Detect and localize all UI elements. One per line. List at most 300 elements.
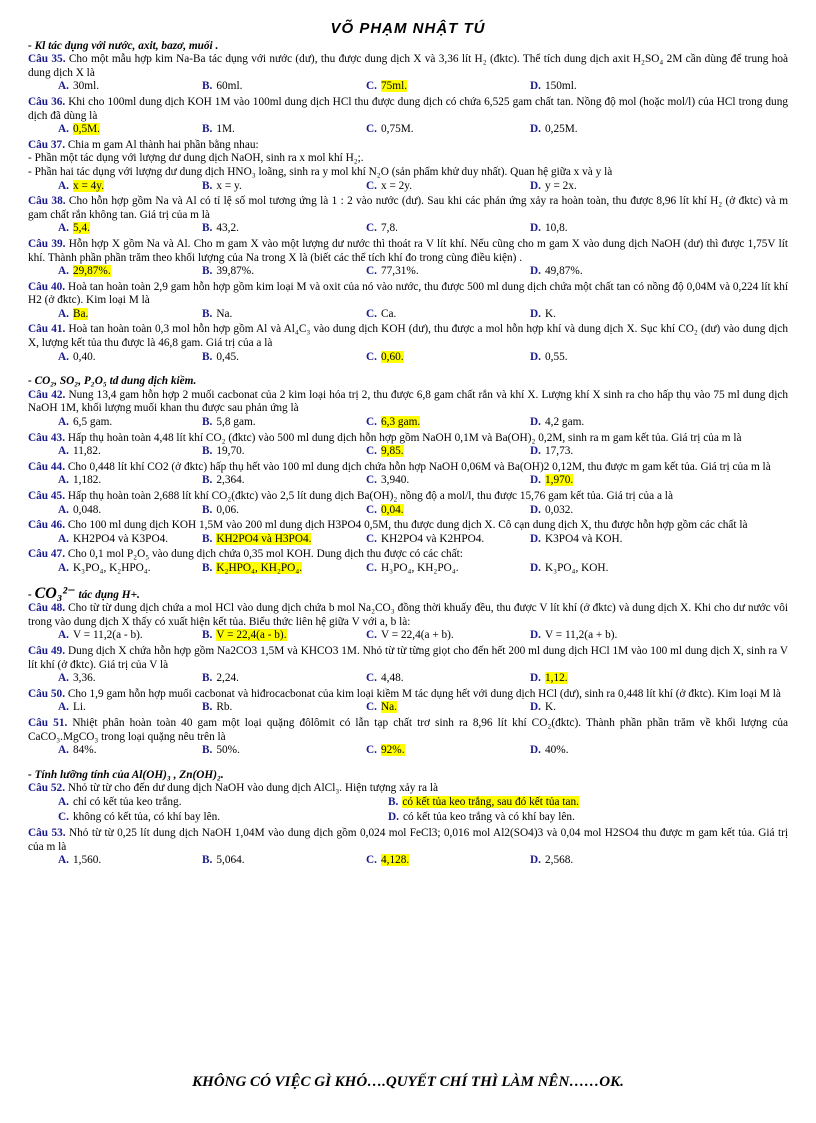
question-number: Câu 35. [28,53,69,66]
option-letter: C. [366,701,377,714]
answer-option-b[interactable] [202,672,366,686]
question-39 [28,238,788,265]
answer-option-b[interactable] [202,445,366,459]
answer-option-d[interactable] [530,474,694,488]
question-number: Câu 51. [28,716,73,729]
option-text: 0,40. [72,350,96,363]
answer-option-c[interactable] [366,123,530,137]
option-letter: A. [58,672,69,685]
question-text: Nhỏ từ từ 0,25 lít dung dịch NaOH 1,04M vào dung dịch gồm 0,024 mol FeCl3; 0,016 mol Al2(SO4)3 và 0,04 mol H2SO4 thu được m gam kết tủa. Giá trị của m là [28,827,789,853]
question-text: Hoà tan hoàn toàn 2,9 gam hỗn hợp gồm kim loại M và oxit của nó vào nước, thu được 500 ml dung dịch chứa một chất tan có nồng độ 0,04M và 0,224 lít khí H2 (ở đktc). Kim loại M là [28,280,789,307]
answer-options [28,629,788,643]
answer-option-c[interactable] [366,474,530,488]
question-48 [28,602,788,629]
answer-options [28,796,788,810]
answer-option-c[interactable] [366,445,530,459]
option-text: 39,87%. [216,265,255,278]
question-text: Hấp thụ hoàn toàn 4,48 lít khí CO₂ (đktc) vào 500 ml dung dịch hỗn hợp gồm NaOH 0,1M và Ba(OH)₂ 0,2M, sinh ra m gam kết tủa. Giá trị của m là [67,431,742,444]
answer-option-b[interactable] [202,533,366,547]
option-letter: A. [58,80,69,93]
answer-option-a[interactable] [28,416,202,430]
answer-option-b[interactable] [202,504,366,518]
question-42 [28,389,788,416]
option-text: 0,048. [72,503,102,516]
option-text: x = y. [216,179,242,192]
option-text: 5,8 gam. [216,416,256,429]
answer-option-d[interactable] [530,308,694,322]
option-text: 4,128. [380,854,410,867]
answer-option-d[interactable] [530,416,694,430]
option-text: H₃PO₄, KH₂PO₄. [380,561,459,574]
answer-option-a[interactable] [28,222,202,236]
question-number: Câu 47. [28,548,68,561]
option-letter: C. [366,179,377,192]
option-letter: A. [58,222,69,235]
option-letter: B. [202,445,213,458]
option-text: 0,45. [216,350,239,363]
option-text: KH2PO4 và K3PO4. [72,532,169,545]
answer-options [28,416,788,430]
section-heading-amphoteric: - Tính lưỡng tính của Al(OH)₃ , Zn(OH)₂. [28,768,224,781]
option-text: có kết tủa keo trắng, sau đó kết tủa tan. [402,795,579,808]
option-text: có kết tủa keo trắng và có khí bay lên. [402,811,575,824]
option-text: 5,064. [216,854,245,867]
section-heading-acid-oxides: - CO₂, SO₂, P₂O₅ td dung dịch kiềm. [28,375,197,388]
option-letter: A. [58,629,69,642]
answer-option-a[interactable] [28,562,202,576]
answer-option-b[interactable] [202,80,366,94]
option-letter: C. [366,80,377,93]
option-text: K₃PO₄, KOH. [544,561,609,574]
question-number: Câu 43. [28,431,68,444]
option-letter: D. [530,416,541,429]
option-text: 0,032. [544,503,574,516]
option-letter: D. [530,265,541,278]
answer-option-b[interactable] [202,265,366,279]
answer-option-a[interactable] [28,123,202,137]
option-letter: B. [202,416,213,429]
answer-option-c[interactable] [366,80,530,94]
question-41 [28,323,788,350]
option-text: 1,970. [544,474,574,487]
question-text: Cho hỗn hợp gồm Na và Al có tỉ lệ số mol tương ứng là 1 : 2 vào nước (dư). Sau khi các phản ứng xảy ra hoàn toàn, thu được 8,96 lít khí H₂ (ở đktc) và m gam chất rắn không tan. Giá trị của m là [28,195,788,221]
option-text: 2,568. [544,854,574,867]
question-text: Cho 1,9 gam hỗn hợp muối cacbonat và hiđrocacbonat của kim loại kiềm M tác dụng hết với dung dịch HCl (dư), sinh ra 0,448 lít khí (ở đktc). Kim loại M là [67,687,781,700]
answer-option-d[interactable] [388,811,718,825]
answer-option-d[interactable] [530,562,694,576]
option-letter: C. [366,445,377,458]
answer-option-b[interactable] [202,351,366,365]
answer-option-a[interactable] [28,265,202,279]
question-47 [28,548,788,562]
option-text: 150ml. [544,80,577,93]
answer-option-a[interactable] [28,180,202,194]
answer-option-c[interactable] [366,308,530,322]
question-number: Câu 40. [28,280,69,293]
answer-option-d[interactable] [530,123,694,137]
option-text: K3PO4 và KOH. [544,532,623,545]
section-heading-metals: - Kl tác dụng với nước, axit, bazơ, muối . [28,39,219,52]
answer-option-a[interactable] [28,796,388,810]
question-53 [28,827,788,854]
question-group-4 [28,782,788,868]
option-text: không có kết tủa, có khí bay lên. [72,811,221,824]
option-letter: B. [202,123,213,136]
option-letter: C. [366,474,377,487]
option-letter: B. [202,307,213,320]
answer-option-a[interactable] [28,351,202,365]
option-letter: D. [530,701,541,714]
question-38 [28,195,788,222]
option-text: K. [544,307,556,320]
question-40 [28,281,788,308]
question-number: Câu 48. [28,602,69,615]
answer-option-b[interactable] [202,308,366,322]
answer-options [28,351,788,365]
answer-options [28,562,788,576]
question-number: Câu 45. [28,490,68,502]
option-letter: A. [58,532,69,545]
answer-options [28,474,788,488]
answer-option-b[interactable] [202,222,366,236]
option-text: 3,940. [380,474,410,487]
question-number: Câu 37. [28,138,68,151]
answer-options [28,854,788,868]
option-text: 50%. [216,744,240,757]
option-letter: D. [530,179,541,192]
answer-option-a[interactable] [28,701,202,715]
question-text: Cho 0,1 mol P₂O₅ vào dung dịch chứa 0,35 mol KOH. Dung dịch thu được có các chất: [67,548,463,561]
answer-option-c[interactable] [366,504,530,518]
question-44 [28,461,788,475]
question-51 [28,717,788,744]
option-text: 2,24. [216,672,239,685]
option-letter: B. [202,503,213,516]
option-text: 84%. [72,744,97,757]
option-text: 92%. [380,744,405,757]
option-text: 7,8. [380,222,398,235]
option-letter: B. [388,795,399,808]
option-letter: D. [530,672,541,685]
option-letter: C. [366,416,377,429]
question-50 [28,688,788,702]
answer-option-c[interactable] [366,222,530,236]
question-number: Câu 46. [28,519,68,532]
option-letter: C. [366,532,377,545]
option-text: 0,25M. [544,123,578,136]
option-letter: D. [530,561,541,574]
option-text: 9,85. [380,445,404,458]
answer-option-c[interactable] [366,854,530,868]
option-letter: D. [530,445,541,458]
answer-option-d[interactable] [530,180,694,194]
answer-option-c[interactable] [366,416,530,430]
option-letter: D. [530,744,541,757]
option-text: 2,364. [216,474,245,487]
option-letter: D. [530,222,541,235]
question-number: Câu 44. [28,460,68,473]
option-text: 1,12. [544,672,568,685]
option-text: 3,36. [72,672,96,685]
option-text: 29,87%. [72,265,111,278]
section-heading-carbonate-text: tác dụng H+. [78,588,140,601]
option-text: 0,55. [544,350,568,363]
option-letter: D. [530,854,541,867]
option-letter: C. [366,123,377,136]
option-letter: D. [388,811,399,824]
question-number: Câu 39. [28,237,69,250]
option-letter: D. [530,307,541,320]
answer-options [28,180,788,194]
option-text: x = 2y. [380,179,413,192]
option-text: 0,04. [380,503,404,516]
answer-options [28,308,788,322]
answer-option-c[interactable] [366,744,530,758]
option-text: Rb. [216,701,233,714]
question-text: Hoà tan hoàn toàn 0,3 mol hỗn hợp gồm Al và Al₄C₃ vào dung dịch KOH (dư), thu được a mol hỗn hợp khí và dung dịch X. Sục khí CO₂ (dư) vào dung dịch X, lượng kết tủa thu được là 46,8 gam. Giá trị của a là [28,323,788,350]
option-letter: D. [530,80,541,93]
section-heading-carbonate [28,584,788,603]
question-number: Câu 38. [28,195,69,208]
question-text: Cho 100 ml dung dịch KOH 1,5M vào 200 ml dung dịch H3PO4 0,5M, thu được dung dịch X. Cô cạn dung dịch X, thu được hỗn hợp gồm các chất là [67,519,748,532]
option-letter: B. [202,265,213,278]
question-group-1 [28,53,788,364]
answer-options [28,80,788,94]
option-text: 6,5 gam. [72,416,113,429]
answer-option-a[interactable] [28,474,202,488]
answer-option-b[interactable] [202,180,366,194]
option-letter: C. [366,672,377,685]
option-text: 40%. [544,744,569,757]
option-text: 49,87%. [544,265,583,278]
answer-option-b[interactable] [388,796,718,810]
question-number: Câu 49. [28,644,68,657]
option-letter: B. [202,222,213,235]
option-letter: A. [58,795,69,808]
answer-option-a[interactable] [28,629,202,643]
answer-option-d[interactable] [530,744,694,758]
answer-option-b[interactable] [202,854,366,868]
answer-option-d[interactable] [530,533,694,547]
answer-options [28,672,788,686]
option-letter: A. [58,123,69,136]
option-letter: C. [366,222,377,235]
question-text: Chia m gam Al thành hai phần bằng nhau: - Phần một tác dụng với lượng dư dung dịch NaOH, sinh ra x mol khí H₂;. - Phần hai tác dụng với lượng dư dung dịch HNO₃ loãng, sinh ra y mol khí N₂O (sản phẩm khử duy nhất). Quan hệ giữa x và y là [28,138,613,178]
option-letter: C. [366,503,377,516]
option-letter: C. [366,629,377,642]
question-text: Cho 0,448 lít khí CO2 (ở đktc) hấp thụ hết vào 100 ml dung dịch chứa hỗn hợp NaOH 0,06M và Ba(OH)2 0,12M, thu được m gam kết tủa. Giá trị của m là [67,460,771,473]
question-35 [28,53,788,80]
option-text: chỉ có kết tủa keo trắng. [72,795,182,808]
option-text: 1M. [216,123,235,136]
option-letter: B. [202,474,213,487]
answer-option-d[interactable] [530,445,694,459]
answer-option-c[interactable] [366,351,530,365]
option-text: V = 11,2(a - b). [72,629,143,642]
question-group-2 [28,389,788,576]
option-text: K₃PO₄, K₂HPO₄. [72,561,151,574]
page-title: VÕ PHẠM NHẬT TÚ [330,20,486,37]
option-letter: A. [58,854,69,867]
question-number: Câu 41. [28,323,69,336]
question-group-3 [28,602,788,758]
question-45 [28,490,788,504]
answer-options [28,504,788,518]
answer-option-b[interactable] [202,474,366,488]
answer-option-a[interactable] [28,744,202,758]
option-text: 5,4. [72,222,90,235]
worksheet-page [28,22,788,870]
question-46 [28,519,788,533]
question-43 [28,432,788,446]
option-letter: A. [58,474,69,487]
option-letter: A. [58,179,69,192]
answer-option-a[interactable] [28,308,202,322]
question-37 [28,139,788,180]
option-letter: A. [58,701,69,714]
option-letter: B. [202,672,213,685]
option-letter: D. [530,123,541,136]
option-letter: C. [366,307,377,320]
answer-option-d[interactable] [530,629,694,643]
option-text: 0,75M. [380,123,414,136]
option-letter: C. [366,744,377,757]
answer-option-b[interactable] [202,629,366,643]
answer-option-a[interactable] [28,533,202,547]
question-number: Câu 52. [28,782,68,795]
answer-options [28,811,788,825]
answer-option-a[interactable] [28,854,202,868]
footer-motto: KHÔNG CÓ VIỆC GÌ KHÓ….QUYẾT CHÍ THÌ LÀM NÊN……OK. [192,1074,624,1090]
answer-option-a[interactable] [28,504,202,518]
question-text: Cho từ từ dung dịch chứa a mol HCl vào dung dịch chứa b mol Na₂CO₃ đồng thời khuấy đều, thu được V lít khí (ở đktc) và dung dịch X. Khi cho dư nước vôi trong vào dung dịch X thấy có xuất hiện kết tủa. Biểu thức liên hệ giữa V với a, b là: [28,602,788,628]
question-text: Nung 13,4 gam hỗn hợp 2 muối cacbonat của 2 kim loại hóa trị 2, thu được 6,8 gam chất rắn và khí X. Lượng khí X sinh ra cho hấp thụ vào 75 ml dung dịch NaOH 1M, khối lượng muối khan thu được sau phản ứng là [28,388,789,415]
option-letter: A. [58,307,69,320]
option-letter: B. [202,179,213,192]
answer-option-a[interactable] [28,672,202,686]
option-text: 4,48. [380,672,404,685]
answer-options [28,123,788,137]
option-text: KH2PO4 và K2HPO4. [380,532,485,545]
answer-option-c[interactable] [28,811,388,825]
question-number: Câu 53. [28,827,69,840]
question-text: Nhiệt phân hoàn toàn 40 gam một loại quặng đôlômit có lẫn tạp chất trơ sinh ra 8,96 lít khí CO₂(đktc). Thành phần phần trăm về khối lượng của CaCO₃.MgCO₃ trong loại quặng nêu trên là [28,716,788,743]
option-letter: D. [530,532,541,545]
option-text: 30ml. [72,80,100,93]
option-letter: A. [58,744,69,757]
question-text: Hỗn hợp X gồm Na và Al. Cho m gam X vào một lượng dư nước thì thoát ra V lít khí. Nếu cũng cho m gam X vào dung dịch NaOH (dư) thì được 1,75V lít khí. Thành phần phần trăm theo khối lượng của Na trong X là (biết các thể tích khí đo trong cùng điều kiện) . [28,237,789,264]
answer-option-b[interactable] [202,701,366,715]
option-letter: B. [202,854,213,867]
option-text: 43,2. [216,222,239,235]
option-letter: C. [366,265,377,278]
option-text: 10,8. [544,222,568,235]
option-letter: C. [366,561,377,574]
option-letter: D. [530,474,541,487]
answer-option-c[interactable] [366,672,530,686]
answer-option-d[interactable] [530,701,694,715]
option-letter: C. [366,854,377,867]
answer-option-d[interactable] [530,351,694,365]
option-letter: B. [202,561,213,574]
answer-option-d[interactable] [530,854,694,868]
option-text: KH2PO4 và H3PO4. [216,532,312,545]
option-text: Na. [216,307,233,320]
option-text: 0,60. [380,350,404,363]
option-text: 0,06. [216,503,239,516]
question-number: Câu 50. [28,687,68,700]
option-letter: D. [530,629,541,642]
question-text: Dung dịch X chứa hỗn hợp gồm Na2CO3 1,5M và KHCO3 1M. Nhỏ từ từ từng giọt cho đến hết 200 ml dung dịch HCl 1M vào 100 ml dung dịch X, sinh ra V lít khí (ở đktc). Giá trị của V là [28,644,789,671]
option-letter: A. [58,265,69,278]
option-letter: B. [202,744,213,757]
option-letter: A. [58,445,69,458]
answer-options [28,222,788,236]
answer-option-d[interactable] [530,80,694,94]
option-letter: A. [58,350,69,363]
answer-option-b[interactable] [202,744,366,758]
answer-option-c[interactable] [366,701,530,715]
option-text: x = 4y. [72,179,105,192]
option-letter: D. [530,503,541,516]
option-letter: A. [58,416,69,429]
answer-option-a[interactable] [28,80,202,94]
question-49 [28,645,788,672]
option-text: 0,5M. [72,123,100,136]
option-text: V = 22,4(a + b). [380,629,454,642]
answer-option-d[interactable] [530,672,694,686]
answer-option-a[interactable] [28,445,202,459]
answer-option-c[interactable] [366,629,530,643]
option-letter: B. [202,701,213,714]
option-text: 4,2 gam. [544,416,585,429]
option-text: K₂HPO₄, KH₂PO₄. [216,561,303,574]
question-number: Câu 36. [28,95,69,108]
option-text: 17,73. [544,445,574,458]
answer-option-b[interactable] [202,416,366,430]
option-text: y = 2x. [544,179,577,192]
answer-option-b[interactable] [202,123,366,137]
answer-option-c[interactable] [366,180,530,194]
option-text: K. [544,701,556,714]
option-text: 11,82. [72,445,101,458]
question-text: Cho một mẫu hợp kim Na-Ba tác dụng với nước (dư), thu được dung dịch X và 3,36 lít H₂ (đktc). Thể tích dung dịch axit H₂SO₄ 2M cần dùng để trung hoà dung dịch X là [28,53,789,79]
answer-option-c[interactable] [366,562,530,576]
answer-options [28,744,788,758]
option-letter: B. [202,629,213,642]
option-text: 6,3 gam. [380,416,421,429]
question-text: Khi cho 100ml dung dịch KOH 1M vào 100ml dung dịch HCl thu được dung dịch có chứa 6,525 gam chất tan. Nồng độ mol (hoặc mol/l) của HCl trong dung dịch đã dùng là [28,95,788,122]
answer-option-b[interactable] [202,562,366,576]
option-letter: D. [530,350,541,363]
answer-option-c[interactable] [366,265,530,279]
carbonate-ion: CO₃²⁻ [34,584,76,602]
option-text: 19,70. [216,445,245,458]
option-text: 1,182. [72,474,102,487]
answer-option-c[interactable] [366,533,530,547]
answer-option-d[interactable] [530,504,694,518]
option-letter: A. [58,561,69,574]
section-dash: - [28,588,32,601]
option-text: 1,560. [72,854,102,867]
option-text: 75ml. [380,80,408,93]
answer-options [28,533,788,547]
answer-option-d[interactable] [530,265,694,279]
answer-option-d[interactable] [530,222,694,236]
question-text: Nhỏ từ từ cho đến dư dung dịch NaOH vào dung dịch AlCl₃. Hiện tượng xảy ra là [67,782,438,795]
question-52 [28,782,788,796]
option-text: Na. [380,701,397,714]
